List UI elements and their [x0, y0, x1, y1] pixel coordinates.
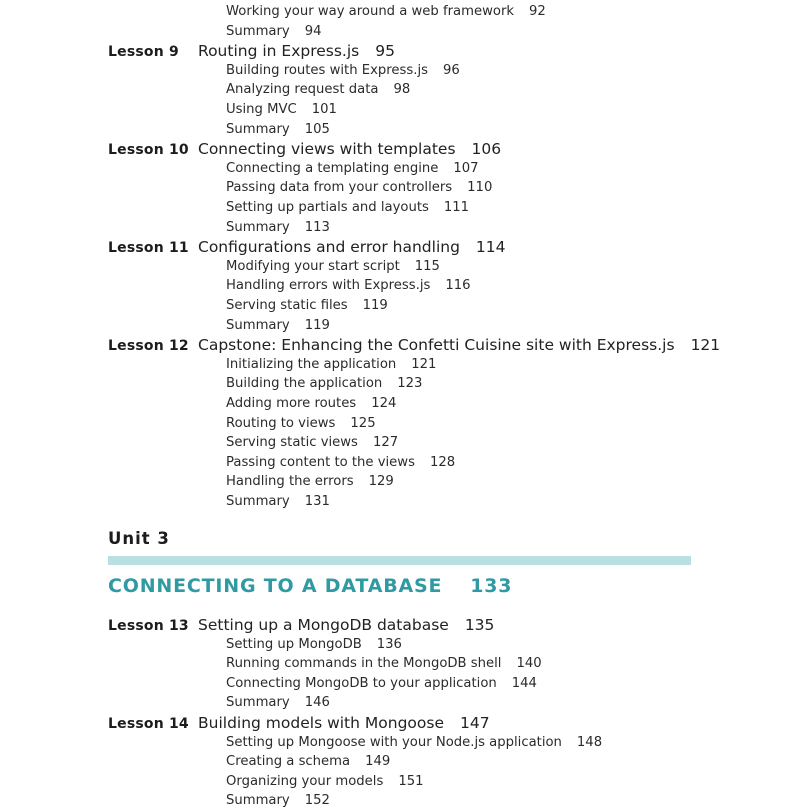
- lesson-page: 147: [459, 714, 490, 732]
- toc-entry[interactable]: [226, 180, 492, 195]
- toc-entry-page: 151: [398, 773, 424, 789]
- lesson-page: 106: [471, 140, 502, 159]
- toc-entry-title: Running commands in the MongoDB shell: [226, 656, 502, 672]
- lesson-title-text: Setting up a MongoDB database: [198, 616, 449, 634]
- toc-entry-page: 136: [376, 636, 402, 652]
- lesson-label: Lesson 14: [108, 716, 189, 732]
- lesson-title: [198, 616, 494, 634]
- toc-entry-page: 119: [304, 317, 330, 333]
- toc-entry[interactable]: [226, 4, 546, 19]
- toc-entry[interactable]: [226, 637, 402, 652]
- toc-entry[interactable]: [226, 318, 330, 333]
- toc-entry[interactable]: [226, 416, 376, 431]
- lesson-title-text: Configurations and error handling: [198, 238, 460, 257]
- toc-lesson[interactable]: [108, 615, 494, 634]
- toc-entry-title: Summary: [226, 121, 290, 137]
- unit-label: Unit 3: [108, 529, 170, 548]
- toc-entry[interactable]: [226, 656, 542, 671]
- toc-entry-page: 146: [304, 695, 330, 711]
- toc-entry[interactable]: [226, 735, 602, 750]
- toc-entry-title: Analyzing request data: [226, 82, 379, 98]
- lesson-title-text: Building models with Mongoose: [198, 714, 444, 732]
- toc-entry-page: 96: [443, 62, 460, 78]
- unit-page: 133: [470, 575, 513, 597]
- toc-entry[interactable]: [226, 793, 330, 808]
- toc-entry-page: 149: [365, 754, 391, 770]
- toc-entry-page: 111: [443, 200, 470, 215]
- toc-entry[interactable]: [226, 161, 479, 176]
- toc-entry-title: Building routes with Express.js: [226, 62, 428, 78]
- lesson-page: 95: [375, 42, 395, 61]
- toc-entry-page: 98: [393, 82, 411, 98]
- toc-lesson[interactable]: [108, 713, 490, 732]
- toc-entry-title: Working your way around a web framework: [226, 4, 514, 19]
- toc-entry[interactable]: [226, 357, 436, 372]
- toc-entry-page: 107: [453, 160, 479, 176]
- toc-entry[interactable]: [226, 259, 440, 274]
- toc-entry[interactable]: [226, 122, 330, 137]
- toc-entry-title: Summary: [226, 793, 290, 808]
- toc-entry-title: Using MVC: [226, 102, 297, 117]
- toc-lesson[interactable]: [108, 237, 506, 256]
- unit-title-text: CONNECTING TO A DATABASE: [108, 575, 443, 597]
- toc-entry-page: 105: [304, 121, 330, 137]
- toc-entry-page: 124: [371, 396, 397, 411]
- toc-entry-title: Summary: [226, 219, 290, 235]
- toc-entry-page: 140: [516, 656, 542, 672]
- toc-entry-title: Modifying your start script: [226, 258, 400, 274]
- lesson-title: [198, 714, 490, 732]
- toc-entry-title: Passing data from your controllers: [226, 180, 453, 196]
- toc-entry-title: Organizing your models: [226, 773, 384, 789]
- toc-entry[interactable]: [226, 24, 322, 39]
- lesson-label: Lesson 13: [108, 618, 189, 634]
- toc-entry-page: 101: [311, 102, 337, 117]
- lesson-page: 121: [690, 336, 721, 355]
- toc-entry[interactable]: [226, 278, 471, 293]
- toc-entry-page: 116: [445, 278, 471, 294]
- toc-entry-page: 92: [529, 4, 546, 19]
- toc-entry-page: 128: [429, 454, 456, 470]
- toc-entry[interactable]: [226, 220, 330, 235]
- toc-entry-title: Serving static views: [226, 435, 358, 451]
- lesson-title: [198, 238, 506, 256]
- toc-entry[interactable]: [226, 102, 337, 117]
- toc-entry-page: 152: [304, 793, 330, 808]
- lesson-page: 114: [475, 238, 506, 257]
- toc-entry[interactable]: [226, 298, 388, 313]
- lesson-title: [198, 140, 501, 158]
- toc-entry[interactable]: [226, 455, 455, 470]
- toc-entry[interactable]: [226, 676, 537, 691]
- toc-entry-title: Routing to views: [226, 415, 336, 431]
- toc-entry-title: Building the application: [226, 376, 383, 392]
- toc-entry-page: 121: [411, 356, 437, 372]
- toc-entry-page: 127: [372, 435, 399, 451]
- unit-divider-bar: [108, 556, 691, 565]
- lesson-title-text: Capstone: Enhancing the Confetti Cuisine site with Express.js: [198, 336, 675, 355]
- toc-entry[interactable]: [226, 200, 469, 215]
- toc-entry-page: 115: [414, 258, 440, 274]
- toc-entry-title: Summary: [226, 23, 290, 39]
- toc-entry[interactable]: [226, 82, 410, 97]
- toc-entry-page: 123: [397, 376, 423, 392]
- toc-entry-title: Handling errors with Express.js: [226, 278, 431, 294]
- toc-entry-page: 110: [467, 180, 493, 196]
- toc-entry[interactable]: [226, 376, 422, 391]
- toc-entry-title: Summary: [226, 317, 290, 333]
- lesson-label: Lesson 10: [108, 142, 189, 159]
- toc-entry-page: 125: [350, 415, 376, 431]
- toc-lesson[interactable]: [108, 335, 720, 354]
- toc-entry-page: 148: [576, 734, 603, 750]
- toc-entry[interactable]: [226, 695, 330, 710]
- unit-title[interactable]: [108, 575, 512, 597]
- toc-lesson[interactable]: [108, 139, 501, 158]
- lesson-label: Lesson 9: [108, 44, 179, 61]
- toc-entry-page: 94: [304, 23, 322, 39]
- toc-entry-title: Connecting a templating engine: [226, 160, 439, 176]
- toc-entry-title: Serving static files: [226, 298, 348, 313]
- lesson-title-text: Routing in Express.js: [198, 42, 360, 61]
- toc-entry-title: Summary: [226, 695, 290, 711]
- toc-entry[interactable]: [226, 494, 330, 509]
- toc-entry-page: 129: [368, 474, 394, 490]
- toc-entry-title: Adding more routes: [226, 396, 357, 411]
- toc-entry-title: Handling the errors: [226, 474, 354, 490]
- toc-entry-page: 131: [304, 494, 330, 509]
- lesson-label: Lesson 11: [108, 240, 189, 257]
- lesson-title: [198, 336, 720, 354]
- lesson-title-text: Connecting views with templates: [198, 140, 456, 159]
- toc-entry-title: Passing content to the views: [226, 454, 415, 470]
- toc-entry[interactable]: [226, 474, 394, 489]
- lesson-title: [198, 42, 395, 60]
- toc-entry-title: Setting up MongoDB: [226, 636, 362, 652]
- toc-entry-title: Summary: [226, 494, 290, 509]
- toc-entry[interactable]: [226, 63, 460, 78]
- toc-entry[interactable]: [226, 774, 424, 789]
- toc-entry-page: 144: [511, 675, 537, 691]
- toc-entry-title: Setting up partials and layouts: [226, 200, 429, 215]
- toc-entry[interactable]: [226, 754, 390, 769]
- toc-entry-title: Setting up Mongoose with your Node.js application: [226, 734, 562, 750]
- toc-entry-page: 119: [362, 298, 388, 313]
- toc-entry-page: 113: [304, 219, 330, 235]
- toc-entry-title: Connecting MongoDB to your application: [226, 675, 497, 691]
- lesson-label: Lesson 12: [108, 338, 189, 355]
- lesson-page: 135: [464, 616, 495, 634]
- toc-entry[interactable]: [226, 396, 396, 411]
- toc-entry-title: Creating a schema: [226, 754, 351, 770]
- toc-entry-title: Initializing the application: [226, 356, 397, 372]
- toc-entry[interactable]: [226, 435, 398, 450]
- toc-lesson[interactable]: [108, 41, 395, 60]
